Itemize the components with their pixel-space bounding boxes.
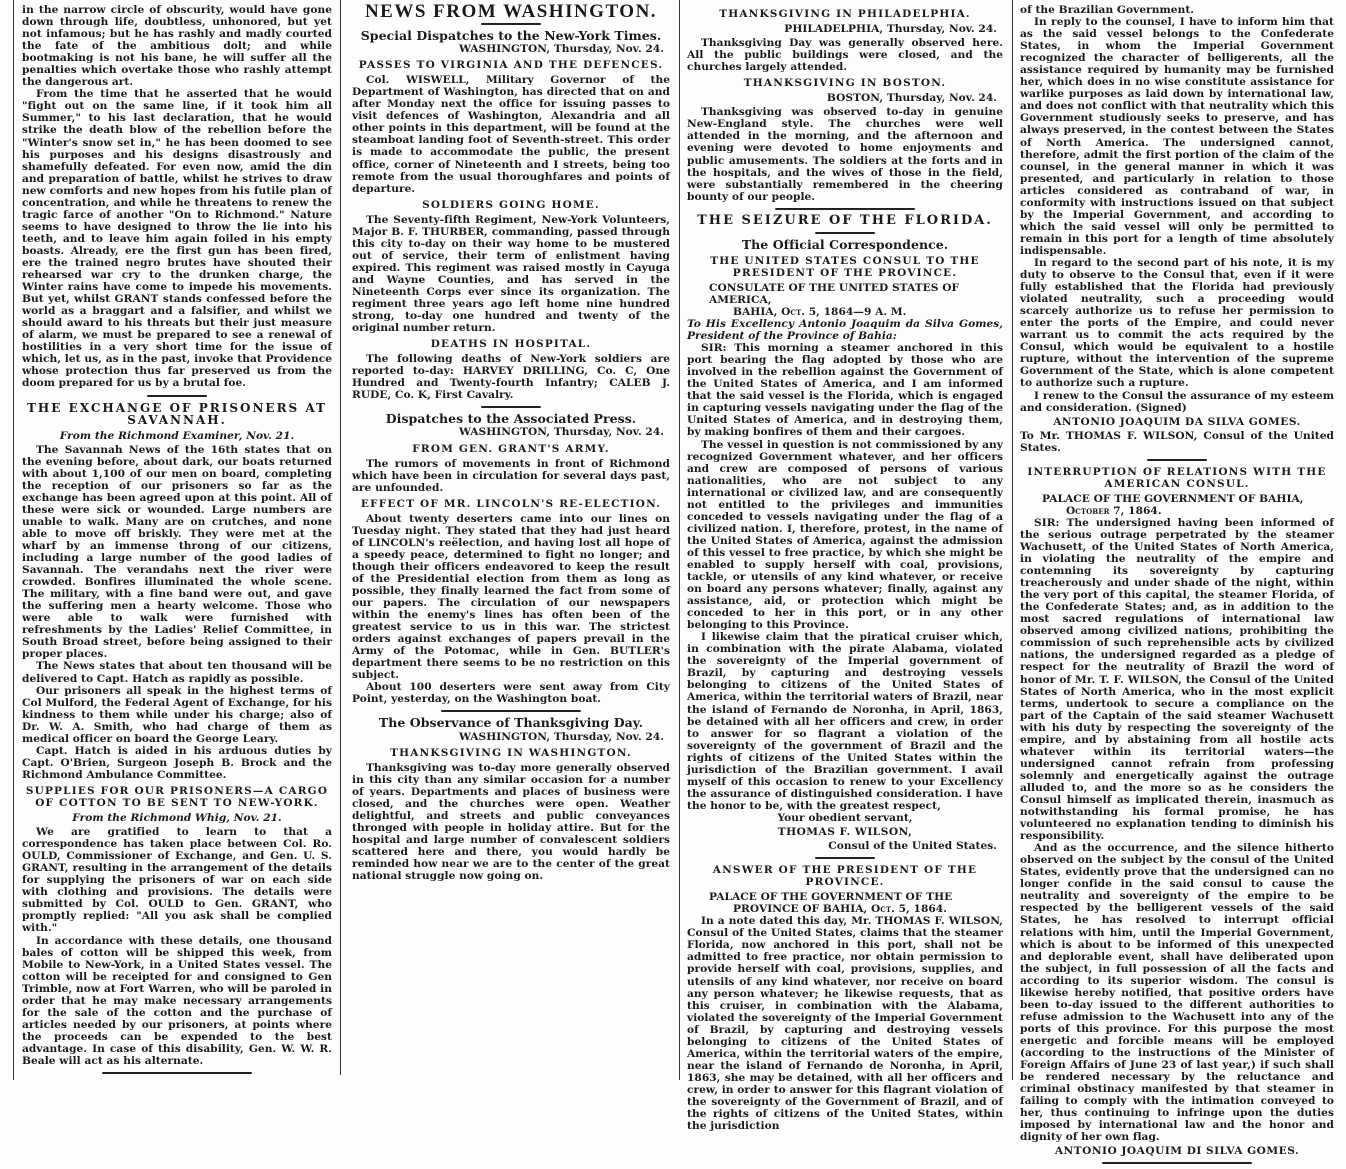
article-paragraph: SIR: The undersigned having been informed of the serious outrage perpetrated by the steamer Wachusett, of the United States of North America, in violating the neutrality of the empire and contemning its sovereignty by capturing treacherously and under shade of the night, within the very port of this capital, the steamer Florida, of the Confederate States; and, as in addition to the most sacred regulations of international law observed among civilized nations, prohibiting the commission of such reprehensible acts by civilized nations, the undersigned regarded as a pledge of respect for the neutrality of Brazil the word of honor of Mr. T. F. WILSON, the Consul of the United States of North America, who in the most explicit terms, undertook to secure a compliance on the part of the Captain of the said steamer Wachusett with his duty by respecting the sovereignty of the empire, and by abstaining from all hostile acts whatever within its territorial waters—the undersigned cannot refrain from professing solemnly and energetically against the outrage alluded to, and the more so as he considers the Consul himself as implicated therein, inasmuch as notwithstanding his formal promise, he has volunteered no explanation tending to diminish his responsibility.	[1020, 516, 1334, 843]
article-paragraph: of the Brazilian Government.	[1020, 4, 1195, 16]
column-rule-left	[13, 0, 14, 1080]
correspondence-line: October 7, 1864.	[1066, 504, 1162, 517]
correspondence-header	[1020, 493, 1334, 517]
article-paragraph: The Seventy-fifth Regiment, New-York Volunteers, Major B. F. THURBER, commanding, passed through this city to-day on their way home to be mustered out of service, their term of enlistment having expired. This regiment was raised mostly in Cayuga and Wayne Counties, and has served in the Nineteenth Corps ever since its organization. The regiment three years ago left home nine hundred strong, to-day one hundred and twenty of the original number return.	[352, 213, 670, 335]
article-paragraph: About twenty deserters came into our lines on Tuesday night. They stated that they had just heard of LINCOLN's reëlection, and having lost all hope of a speedy peace, determined to fight no longer; and though their officers endeavored to keep the result of the Presidential election from them as long as possible, they finally learned the fact from some of our papers. The circulation of our newspapers within the enemy's lines has often been of the greatest service to us in this war. The strictest orders against exchanges of papers prevail in the Army of the Potomac, while in Gen. BUTLER's department there seems to be no restriction on this subject.	[352, 512, 670, 682]
dispatch-title: Dispatches to the Associated Press.	[385, 411, 637, 427]
dateline: PHILADELPHIA, Thursday, Nov. 24.	[784, 23, 997, 36]
section-divider	[815, 857, 875, 859]
correspondence-line: CONSULATE OF THE UNITED STATES OF AMERICA,	[709, 281, 960, 306]
subheading: SUPPLIES FOR OUR PRISONERS—A CARGO OF COTTON TO BE SENT TO NEW-YORK.	[25, 784, 329, 809]
section-divider	[102, 1072, 252, 1074]
section-divider	[481, 23, 541, 25]
dateline: WASHINGTON, Thursday, Nov. 24.	[458, 426, 664, 439]
article-paragraph: And as the occurrence, and the silence hitherto observed on the subject by the consul of the United States, evidently prove that the undersigned can no longer confide in the said consul to cause the neutrality and sovereignty of the empire to be respected by the belligerent vessels of the said States, he has resolved to interrupt official relations with him, until the Imperial Government, which is about to be informed of this unexpected and deplorable event, shall have deliberated upon the subject, in full possession of all the facts and according to its superior wisdom. The consul is likewise hereby notified, that positive orders have been to-day issued to the different authorities to refuse admission to the Wachusett into any of the ports of this province. For this purpose the most energetic and forcible means will be employed (according to the instructions of the Minister of Foreign Affairs of June 23 of last year,) if such shall be rendered necessary by the reluctance and criminal obstinacy manifested by that steamer in failing to comply with the intimation conveyed to her, thus continuing to infringe upon the duties imposed by international law and the honor and dignity of her own flag.	[1020, 842, 1334, 1144]
section-headline: NEWS FROM WASHINGTON.	[364, 1, 658, 22]
subheading: EFFECT OF MR. LINCOLN'S RE-ELECTION.	[360, 497, 662, 510]
article-paragraph: in the narrow circle of obscurity, would have gone down through life, doubtless, unhonored, but yet not infamous; but he has rashly and madly courted the fate of the ambitious dolt; and while bootmaking is not his bane, he will suffer all the penalties which overtake those who rashly attempt the dangerous art.	[22, 4, 332, 89]
article-paragraph: SIR: This morning a steamer anchored in this port bearing the flag adopted by those who are involved in the rebellion against the Government of the United States of America, and I am informed that the said vessel is the Florida, which is engaged in capturing vessels navigating under the flag of the United States of America, and in destroying them, by making bonfires of them and their cargoes.	[687, 342, 1003, 439]
section-divider	[441, 710, 581, 712]
subheading: THANKSGIVING IN BOSTON.	[743, 77, 947, 90]
article-paragraph: In accordance with these details, one thousand bales of cotton will be shipped this week, from Mobile to New-York, in a United States vessel. The cotton will be receipted for and consigned to Gen Trimble, now at Fort Warren, who will be paroled in order that he may make necessary arrangements for the sale of the cotton and the purchase of articles needed by our prisoners, at points where the proceeds can be expended to the best advantage. In case of this disability, Gen. W. W. R. Beale will act as his alternate.	[22, 934, 332, 1067]
section-divider	[1102, 1162, 1252, 1164]
article-paragraph: Thanksgiving was to-day more generally observed in this city than any similar occasion for a number of years. Departments and places of business were closed, and the churches were open. Weather delightful, and streets and public conveyances thronged with people in holiday attire. But for the hospital and large number of convalescent soldiers scattered here and there, you would hardly be reminded how near we are to the center of the great national struggle now going on.	[352, 761, 670, 883]
article-paragraph: Thanksgiving Day was generally observed here. All the public buildings were closed, and the churches largely attended.	[687, 37, 1003, 74]
dateline: WASHINGTON, Thursday, Nov. 24.	[458, 43, 664, 56]
subheading: THE UNITED STATES CONSUL TO THE PRESIDENT OF THE PROVINCE.	[710, 254, 980, 279]
correspondence-line: PALACE OF THE GOVERNMENT OF THE	[709, 891, 953, 904]
article-paragraph: To Mr. THOMAS F. WILSON, Consul of the United States.	[1020, 429, 1334, 454]
source-credit: From the Richmond Whig, Nov. 21.	[72, 812, 282, 825]
dateline: BOSTON, Thursday, Nov. 24.	[826, 92, 997, 105]
section-divider	[481, 406, 541, 408]
article-paragraph: The following deaths of New-York soldiers are reported to-day: HARVEY DRILLING, Co. C, One Hundred and Twenty-fourth Infantry; CALEB J. RUDE, Co. K, First Cavalry.	[352, 353, 670, 402]
article-headline: THE SEIZURE OF THE FLORIDA.	[697, 212, 993, 228]
source-credit: From the Richmond Examiner, Nov. 21.	[59, 429, 295, 442]
correspondence-line: PROVINCE OF BAHIA, Oct. 5, 1864.	[733, 903, 947, 916]
article-paragraph: From the time that he asserted that he would "fight out on the same line, if it took him all Summer," to his last declaration, that he would strike the death blow of the rebellion before the "Winter's snow set in," he has been doomed to see his purposes and his designs disastrously and shamefully defeated. For even now, amid the din and preparation of battle, whilst he strives to draw new comforts and new hopes from his futile plan of concentration, and while he threatens to renew the tragic farce of another "On to Richmond." Nature seems to have designed to throw the lie into his teeth, and to leave him again foiled in his empty boasts. Already, ere the first gun has been fired, ere the trained negro brutes have shouted their rehearsed war cry to the drunken charge, the Winter rains have come to impede his movements. But yet, whilst GRANT stands confessed before the world as a braggart and a falsifier, and whilst we should award to his threats but their just measure of alarm, we must be prepared to see a renewal of hostilities in a very short time for the issue of which, let us, as in the past, invoke that Providence whose protection thus far preserved us from the doom prepared for us by a brutal foe.	[22, 88, 332, 390]
subheading: DEATHS IN HOSPITAL.	[430, 338, 592, 351]
article-paragraph: About 100 deserters were sent away from City Point, yesterday, on the Washington boat.	[352, 681, 670, 706]
article-paragraph: In reply to the counsel, I have to inform him that as the said vessel belongs to the Confederate States, in whom the Imperial Government recognized the character of belligerents, all the assistance required by humanity may be furnished her, which does in no wise constitute assistance for warlike purposes as laid down by international law, and does not conflict with that neutrality which this Government studiously seeks to preserve, and has always preserved, in the contest between the States of North America. The undersigned cannot, therefore, admit the first portion of the claim of the counsel, in the general manner in which it was presented, and particularly in relation to those articles considered as contraband of war, in conformity with instructions issued on that subject by the Imperial Government, and according to which the said vessel will only be permitted to remain in this port for a length of time absolutely indispensable.	[1020, 16, 1334, 257]
correspondence-header	[687, 282, 1003, 318]
article-paragraph: I renew to the Consul the assurance of my esteem and consideration. (Signed)	[1020, 389, 1334, 414]
column-rule-3	[1012, 0, 1013, 1080]
letter-address: To His Excellency Antonio Joaquim da Silva Gomes, President of the Province of Bahia:	[687, 318, 1003, 343]
section-divider	[775, 208, 915, 210]
article-paragraph: The News states that about ten thousand will be delivered to Capt. Hatch as rapidly as possible.	[22, 660, 332, 685]
column-rule-2	[679, 0, 680, 1080]
signature-name: ANTONIO JOAQUIM DI SILVA GOMES.	[1054, 1145, 1300, 1158]
subheading: THANKSGIVING IN WASHINGTON.	[390, 746, 632, 759]
section-divider	[147, 395, 207, 397]
dispatch-title: The Observance of Thanksgiving Day.	[378, 715, 644, 731]
correspondence-header	[687, 891, 1003, 915]
column-3	[687, 4, 1003, 1132]
subheading: THANKSGIVING IN PHILADELPHIA.	[719, 8, 971, 20]
subheading: SOLDIERS GOING HOME.	[422, 198, 600, 211]
letter-closing: Your obedient servant,	[777, 811, 913, 824]
subheading: PASSES TO VIRGINIA AND THE DEFENCES.	[358, 59, 664, 72]
article-paragraph: The Savannah News of the 16th states that on the evening before, about dark, our boats returned with about 1,100 of our men on board, completing the reception of our prisoners so far as the exchange has been agreed upon at this point. All of these were sick or wounded. Large numbers are unable to walk. Many are on crutches, and none able to move off briskly. They were met at the wharf by an immense throng of our citizens, including a large number of the good ladies of Savannah. The verandahs next the river were crowded. Bonfires illuminated the whole scene. The military, with a fine band were out, and gave the suffering men a hearty welcome. Those who were able to walk were furnished with refreshments by the Ladies' Relief Committee, in South Broad street, before being assigned to their proper places.	[22, 443, 332, 661]
article-headline: THE EXCHANGE OF PRISONERS AT SAVANNAH.	[27, 400, 327, 427]
section-divider	[1147, 459, 1207, 461]
article-paragraph: Col. WISWELL, Military Governor of the Department of Washington, has directed that on and after Monday next the office for issuing passes to visit defences of Washington, Alexandria and all other points in this department, will be found at the steamboat landing foot of Seventh-street. This order is made to accommodate the public, the present office, corner of Nineteenth and I streets, being too remote from the usual thoroughfares and points of departure.	[352, 74, 670, 195]
dateline: WASHINGTON, Thursday, Nov. 24.	[458, 730, 664, 743]
article-paragraph: Thanksgiving was observed to-day in genuine New-England style. The churches were well attended in the morning, and the afternoon and evening were devoted to home enjoyments and public amusements. The soldiers at the forts and in the hospitals, and the wives of those in the field, were substantially remembered in the cheering bounty of our people.	[687, 106, 1003, 203]
article-paragraph: In a note dated this day, Mr. THOMAS F. WILSON, Consul of the United States, claims that the steamer Florida, now anchored in this port, shall not be admitted to free practice, nor obtain permission to provide herself with coal, provisions, supplies, and utensils of any kind whatever, nor receive on board any person whatever; he likewise requests, that as this cruiser, in combination with the Alabama, violated the sovereignty of the Imperial Government of Brazil, by capturing and destroying vessels belonging to citizens of the United States of America, within the territorial waters of the empire, near the island of Fernando de Noronha, in April, 1863, she may be detained, with all her officers and crew, in order to answer for this flagrant violation of the sovereignty of the Government of Brazil, and of the rights of citizens of the United States, within the jurisdiction	[687, 915, 1003, 1133]
correspondence-line: BAHIA, Oct. 5, 1864—9 A. M.	[733, 305, 907, 318]
article-paragraph: Capt. Hatch is aided in his arduous duties by Capt. O'Brien, Surgeon Joseph B. Brock and the Richmond Ambulance Committee.	[22, 744, 332, 781]
dispatch-title: The Official Correspondence.	[741, 236, 949, 252]
signature-title: Consul of the United States.	[828, 840, 997, 853]
dispatch-title: Special Dispatches to the New-York Times.	[360, 28, 662, 44]
article-paragraph: The vessel in question is not commissioned by any recognized Government whatever, and her officers and crew are composed of persons of various nationalities, who are not subject to any international or civilized law, and are consequently not entitled to the privileges and immunities conceded to vessels navigating under the flag of a civilized nation. I, therefore, protest, in the name of the United States of America, against the admission of this vessel to free practice, by which she might be enabled to supply herself with coal, provisions, tackle, or utensils of any kind whatever, or receive on board any persons whatever; finally, against any assistance, aid, or protection which might be conceded to her in this port, or in any other belonging to this Province.	[687, 438, 1003, 632]
subheading: FROM GEN. GRANT'S ARMY.	[412, 442, 610, 455]
article-paragraph: I likewise claim that the piratical cruiser which, in combination with the pirate Alabama, violated the sovereignty of the Imperial government of Brazil, by capturing and destroying vessels belonging to citizens of the United States of America, within the territorial waters of Brazil, near the island of Fernando de Noronha, in April, 1863, be detained with all her officers and crew, in order to answer for so flagrant a violation of the sovereignty of the government of Brazil and the rights of citizens of the United States within the jurisdiction of the Brazilian government. I avail myself of this occasion to renew to your Excellency the assurance of distinguished consideration. I have the honor to be, with the greatest respect,	[687, 631, 1003, 812]
column-rule-1	[340, 0, 341, 1075]
column-1	[22, 4, 332, 1079]
article-paragraph: In regard to the second part of his note, it is my duty to observe to the Consul that, even if it were fully established that the Florida had previously violated neutrality, such a proceeding would scarcely authorize us to refuse her permission to enter the ports of the Empire, and could never warrant us to commit the acts required by the Consul, which would be equivalent to a hostile rupture, without the intervention of the supreme Government of the State, which is alone competent to authorize such a rupture.	[1020, 256, 1334, 390]
column-2	[352, 1, 670, 883]
article-paragraph: The rumors of movements in front of Richmond which have been in circulation for several days past, are unfounded.	[352, 457, 670, 494]
article-paragraph: We are gratified to learn to that a correspondence has taken place between Col. Ro. OULD, Commissioner of Exchange, and Gen. U. S. GRANT, resulting in the arrangement of the details for supplying the prisoners of war on each side with clothing and provisions. The details were submitted by Col. OULD to Gen. GRANT, who promptly replied: "All you ask shall be complied with."	[22, 826, 332, 935]
article-paragraph: Our prisoners all speak in the highest terms of Col Mulford, the Federal Agent of Exchange, for his kindness to them while under his charge; also of Dr. W. A. Smith, who had charge of them as medical officer on board the George Leary.	[22, 684, 332, 745]
subheading: INTERRUPTION OF RELATIONS WITH THE AMERICAN CONSUL.	[1027, 465, 1327, 490]
signature-name: THOMAS F. WILSON,	[777, 826, 913, 838]
column-4	[1020, 4, 1334, 1169]
correspondence-line: PALACE OF THE GOVERNMENT OF BAHIA,	[1042, 492, 1304, 505]
signature-name: ANTONIO JOAQUIM DA SILVA GOMES.	[1053, 415, 1301, 428]
subheading: ANSWER OF THE PRESIDENT OF THE PROVINCE.	[712, 864, 978, 889]
section-divider	[815, 232, 875, 234]
